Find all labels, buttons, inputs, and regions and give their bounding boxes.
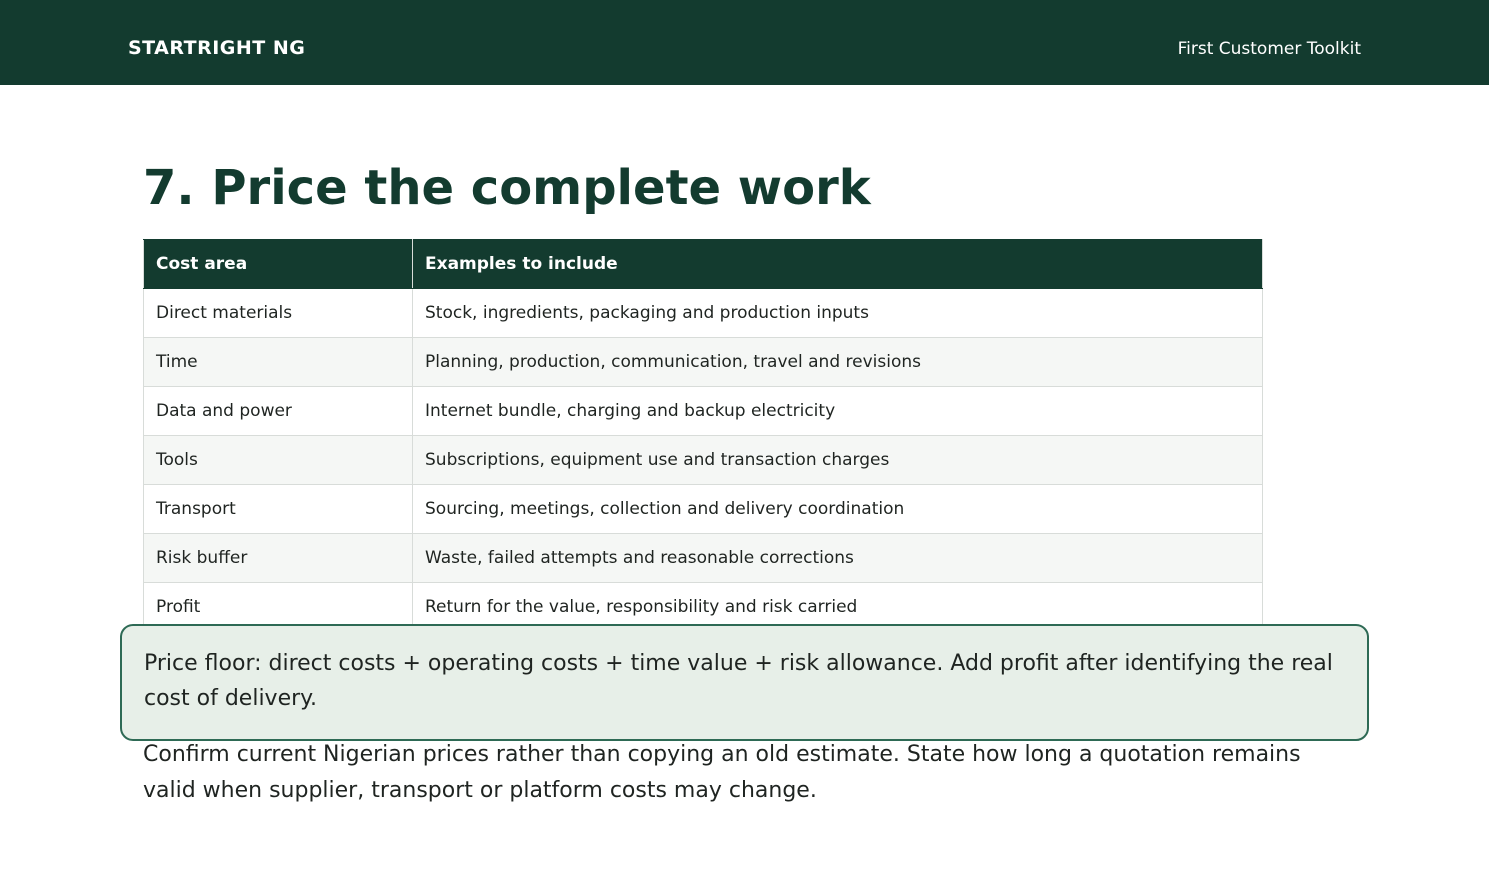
cost-area-cell: Risk buffer [144, 534, 413, 583]
table-header-row [144, 240, 1263, 289]
price-floor-text: Price floor: direct costs + operating costs + time value + risk allowance. Add profit after identifying the real cost of delivery. [144, 651, 1333, 711]
cost-area-cell: Data and power [144, 387, 413, 436]
table-row [144, 387, 1263, 436]
column-header-examples: Examples to include [413, 240, 1263, 289]
examples-cell: Planning, production, communication, travel and revisions [413, 338, 1263, 387]
toolkit-label: First Customer Toolkit [1177, 39, 1361, 59]
cost-area-cell: Time [144, 338, 413, 387]
price-floor-callout [120, 624, 1369, 741]
examples-cell: Subscriptions, equipment use and transaction charges [413, 436, 1263, 485]
table-row [144, 534, 1263, 583]
table-row [144, 338, 1263, 387]
cost-areas-table [143, 239, 1263, 632]
examples-cell: Waste, failed attempts and reasonable corrections [413, 534, 1263, 583]
examples-cell: Internet bundle, charging and backup electricity [413, 387, 1263, 436]
page-title: 7. Price the complete work [143, 160, 871, 216]
brand-logo-text[interactable]: STARTRIGHT NG [128, 37, 306, 59]
pricing-note: Confirm current Nigerian prices rather than copying an old estimate. State how long a quotation remains valid when supplier, transport or platform costs may change. [143, 742, 1301, 803]
table-row [144, 289, 1263, 338]
table-row [144, 485, 1263, 534]
examples-cell: Return for the value, responsibility and risk carried [413, 583, 1263, 632]
cost-area-cell: Tools [144, 436, 413, 485]
cost-area-cell: Transport [144, 485, 413, 534]
examples-cell: Stock, ingredients, packaging and production inputs [413, 289, 1263, 338]
examples-cell: Sourcing, meetings, collection and delivery coordination [413, 485, 1263, 534]
top-header-bar [0, 0, 1489, 85]
cost-area-cell: Profit [144, 583, 413, 632]
cost-area-cell: Direct materials [144, 289, 413, 338]
column-header-cost-area: Cost area [144, 240, 413, 289]
table-row [144, 436, 1263, 485]
